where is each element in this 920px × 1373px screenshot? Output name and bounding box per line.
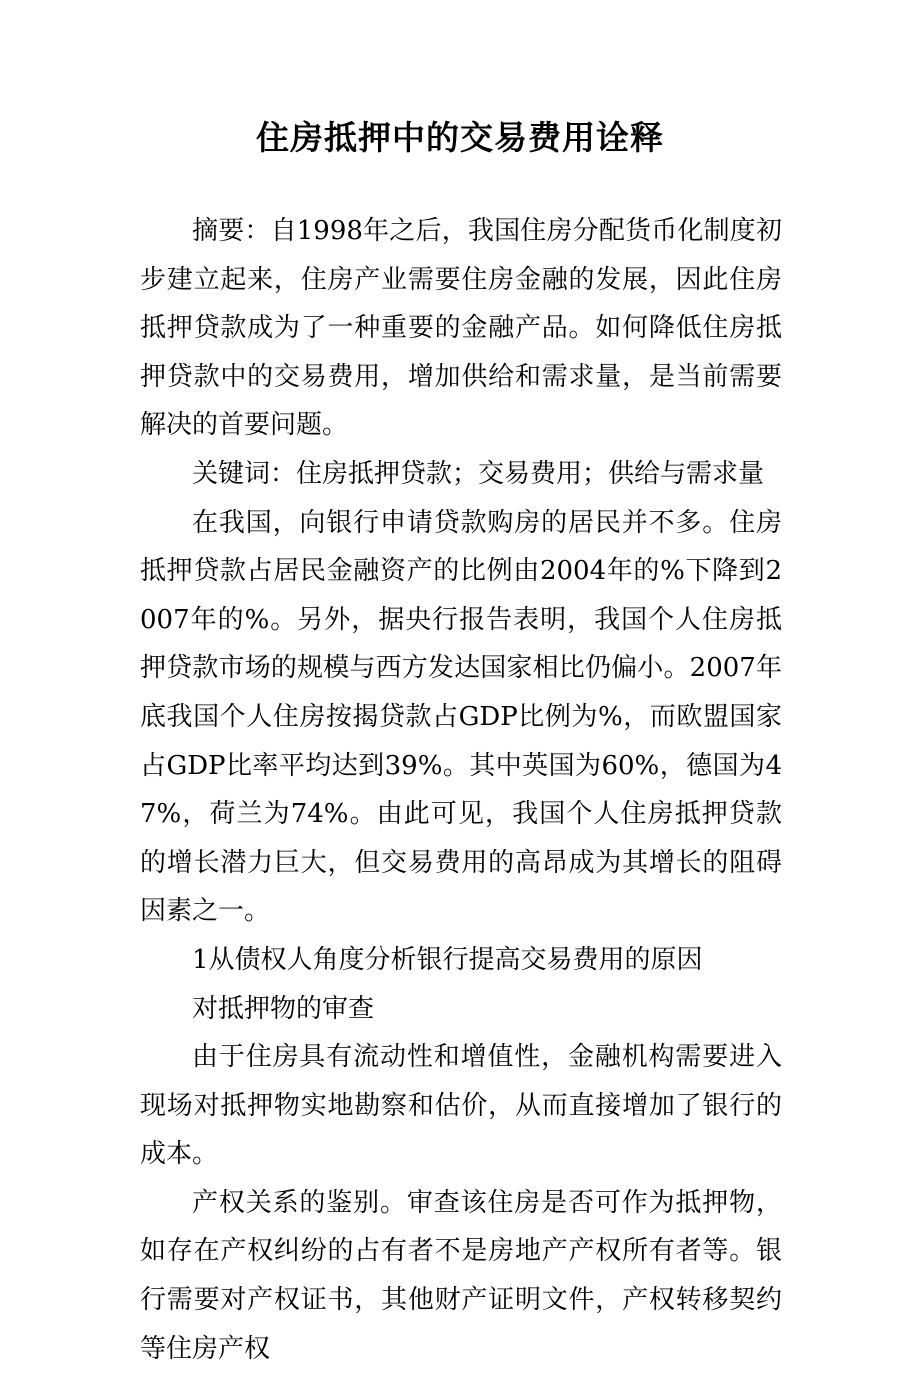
subsection-heading: 对抵押物的审查: [192, 993, 375, 1024]
document-title: 住房抵押中的交易费用诠释: [256, 118, 664, 157]
body-paragraph: 由于住房具有流动性和增值性，金融机构需要进入现场对抵押物实地勘察和估价，从而直接增加了银行的成本。: [140, 1042, 782, 1170]
keywords-paragraph: 关键词：住房抵押贷款；交易费用；供给与需求量: [192, 458, 765, 489]
body-paragraph: 在我国，向银行申请贷款购房的居民并不多。住房抵押贷款占居民金融资产的比例由2004年的%下降到2007年的%。另外，据央行报告表明，我国个人住房抵押贷款市场的规模与西方发达国家相比仍偏小。2007年底我国个人住房按揭贷款占GDP比例为%，而欧盟国家占GDP比率平均达到39%。其中英国为60%，德国为47%，荷兰为74%。由此可见，我国个人住房抵押贷款的增长潜力巨大，但交易费用的高昂成为其增长的阻碍因素之一。: [140, 507, 782, 927]
document-body: [140, 207, 782, 1373]
body-paragraph: 产权关系的鉴别。审查该住房是否可作为抵押物，如存在产权纠纷的占有者不是房地产产权所有者等。银行需要对产权证书，其他财产证明文件，产权转移契约等住房产权: [140, 1187, 782, 1364]
section-heading: 1从债权人角度分析银行提高交易费用的原因: [192, 944, 703, 975]
abstract-paragraph: 摘要：自1998年之后，我国住房分配货币化制度初步建立起来，住房产业需要住房金融的发展，因此住房抵押贷款成为了一种重要的金融产品。如何降低住房抵押贷款中的交易费用，增加供给和需求量，是当前需要解决的首要问题。: [140, 216, 782, 441]
